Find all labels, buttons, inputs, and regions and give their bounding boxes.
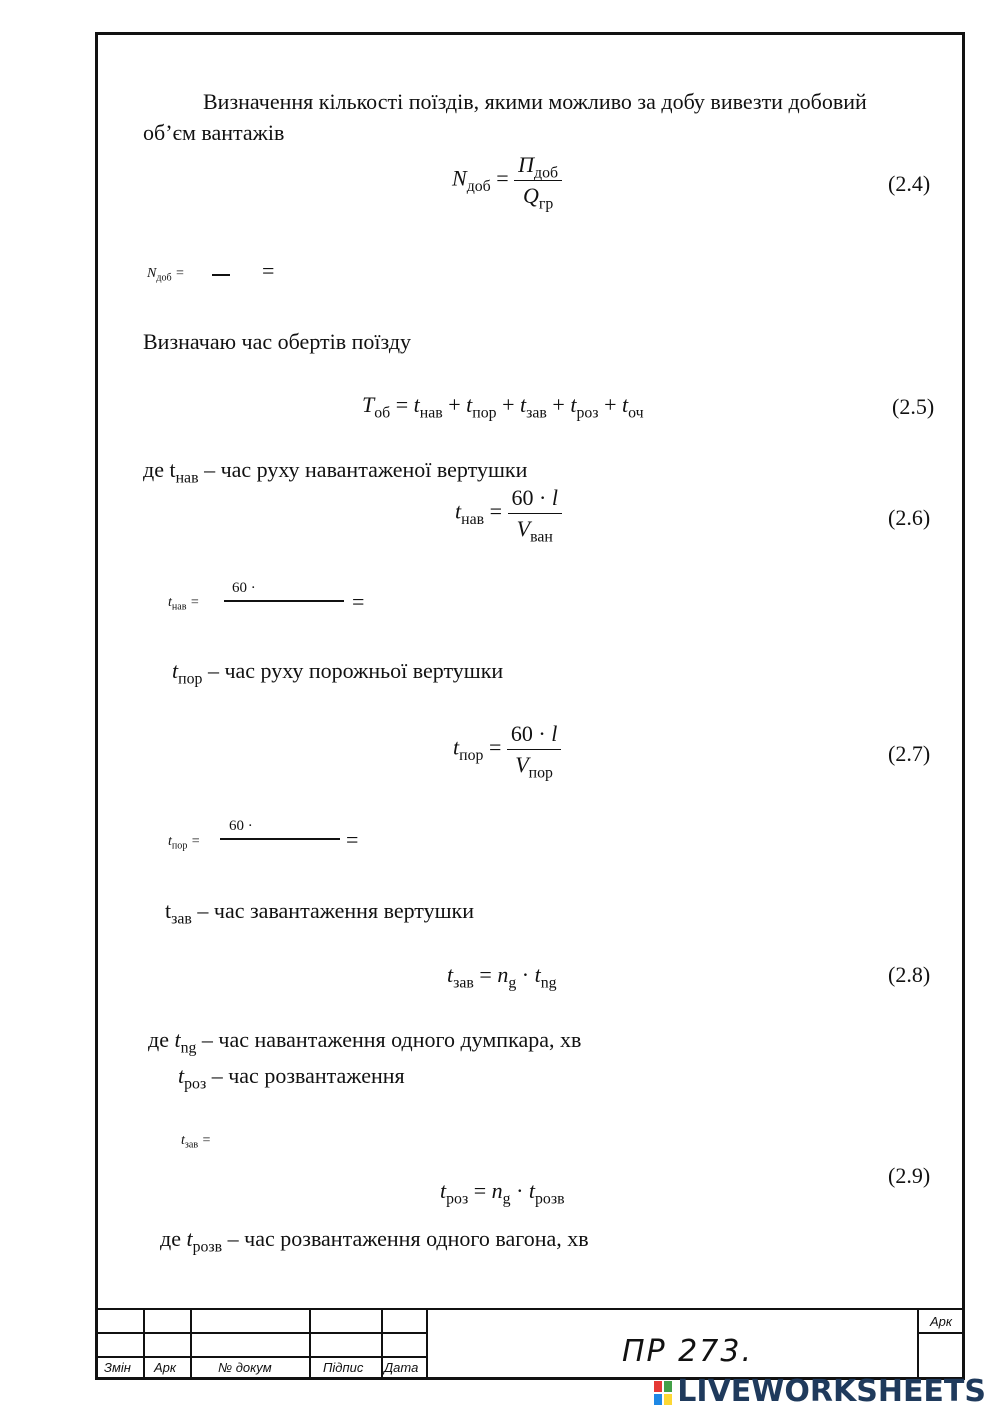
stamp-label-zmin: Змін xyxy=(104,1360,131,1375)
stamp-col-1 xyxy=(143,1308,145,1380)
stamp-label-doc-number: № докум xyxy=(218,1360,272,1375)
tnav-sixty: 60 · xyxy=(232,580,256,596)
stamp-col-5 xyxy=(426,1308,428,1380)
stamp-label-date: Дата xyxy=(384,1360,419,1375)
stamp-col-2 xyxy=(190,1308,192,1380)
t-rozv-description: де $t_{розв}$ – час розвантаження одного вагона, хв xyxy=(160,1226,589,1256)
brand-name: LIVEWORKSHEETS xyxy=(677,1374,986,1409)
title-block xyxy=(95,1308,965,1380)
ndob-substitution: $N_{доб}$ = xyxy=(147,266,185,284)
t-roz-description: $t_{роз}$ – час розвантаження xyxy=(178,1063,405,1093)
equation-2-6: $t_{нав}$ = $\frac{60 \cdot l}{V_{ван}}$ xyxy=(455,483,562,544)
tnav-fraction-bar xyxy=(224,600,344,602)
intro-line-1: Визначення кількості поїздів, якими можливо за добу вивезти добовий xyxy=(203,89,867,114)
equation-2-5: $T_{об} = t_{нав} + t_{пор} + t_{зав} + t_{роз} + t_{оч}$ xyxy=(362,392,644,422)
document-code: ПР 273. xyxy=(622,1334,753,1369)
stamp-col-4 xyxy=(381,1308,383,1380)
tnav-substitution: $t_{нав}$ = xyxy=(168,595,200,613)
stamp-top-line xyxy=(95,1308,965,1310)
t-ng-description: де $t_{ng}$ – час навантаження одного думпкара, хв xyxy=(148,1027,582,1057)
equation-number-2-6: (2.6) xyxy=(888,505,931,530)
brand-color-blocks xyxy=(653,1380,673,1406)
stamp-label-signature: Підпис xyxy=(323,1360,364,1375)
equation-number-2-7: (2.7) xyxy=(888,741,931,766)
tnav-equals: = xyxy=(352,589,365,614)
equation-number-2-9: (2.9) xyxy=(888,1163,931,1188)
equation-2-8: $t_{зав} = n_g \cdot t_{ng}$ xyxy=(447,962,557,992)
stamp-col-6 xyxy=(917,1308,919,1380)
stamp-label-ark: Арк xyxy=(154,1360,177,1375)
equation-number-2-5: (2.5) xyxy=(892,394,935,419)
rotation-time-heading: Визначаю час обертів поїзду xyxy=(143,329,412,354)
tpor-fraction-bar xyxy=(220,838,340,840)
equation-number-2-8: (2.8) xyxy=(888,962,931,987)
t-nav-description: де $t_{нав}$ – час руху навантаженої вертушки xyxy=(143,457,528,487)
ndob-equals: = xyxy=(262,258,275,283)
equation-2-9: $t_{роз} = n_g \cdot t_{розв}$ xyxy=(440,1178,565,1208)
equation-2-7: $t_{пор}$ = $\frac{60 \cdot l}{V_{пор}}$ xyxy=(453,719,561,780)
equation-number-2-4: (2.4) xyxy=(888,171,931,196)
stamp-sheet-line xyxy=(917,1332,965,1334)
equation-2-4: $N_{доб}$ = $\frac{П_{доб}}{Q_{гр}}$ xyxy=(452,150,562,211)
t-zav-description: $t_{зав}$ – час завантаження вертушки xyxy=(165,898,475,928)
tpor-sixty: 60 · xyxy=(229,818,253,834)
tzav-substitution: $t_{зав}$ = xyxy=(181,1133,212,1151)
stamp-col-3 xyxy=(309,1308,311,1380)
t-por-description: $t_{пор}$ – час руху порожньої вертушки xyxy=(172,658,504,688)
tpor-equals: = xyxy=(346,827,359,852)
intro-line-2: об’єм вантажів xyxy=(143,120,285,145)
liveworksheets-logo xyxy=(653,1374,986,1409)
tpor-substitution: $t_{пор}$ = xyxy=(168,834,201,852)
stamp-sheet-label: Арк xyxy=(930,1314,953,1329)
ndob-fraction-bar xyxy=(212,274,230,276)
